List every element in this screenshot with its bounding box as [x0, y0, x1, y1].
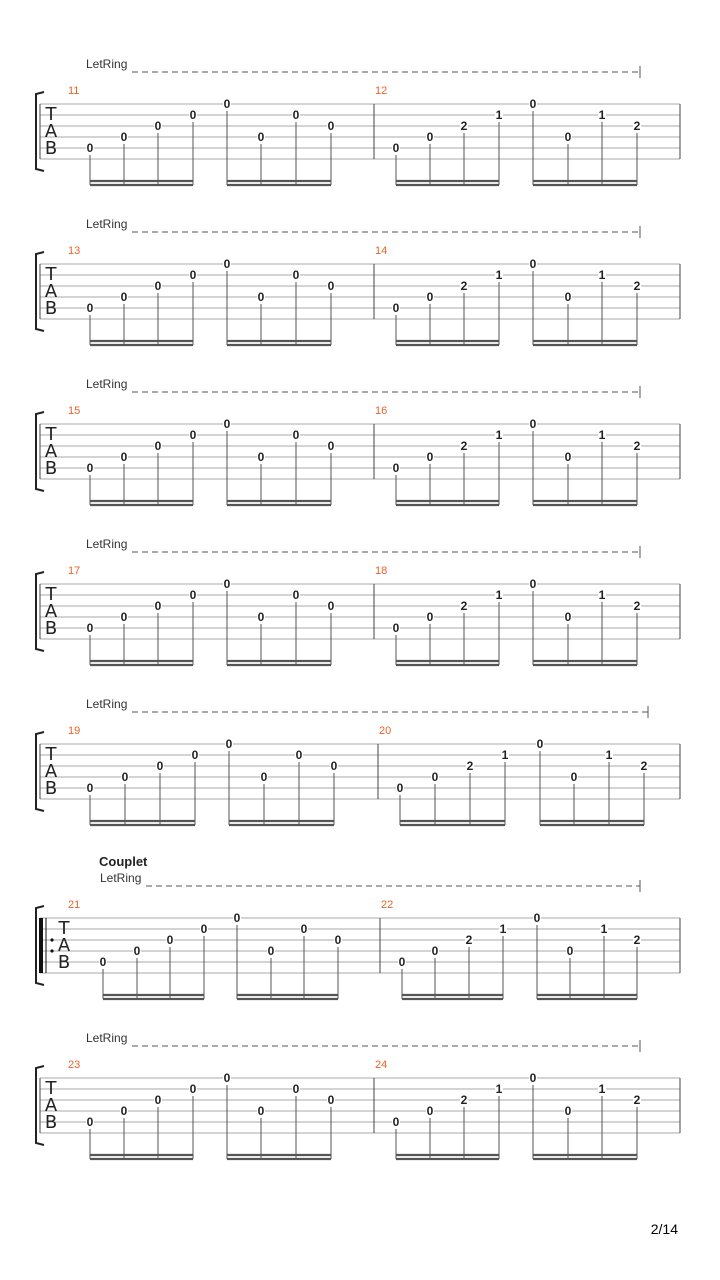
fret-number: 0 — [533, 911, 541, 925]
fret-number: 0 — [156, 759, 164, 773]
fret-number: 1 — [501, 748, 509, 762]
fret-number: 1 — [495, 108, 503, 122]
fret-number: 1 — [600, 922, 608, 936]
fret-number: 0 — [120, 450, 128, 464]
fret-number: 0 — [223, 97, 231, 111]
measure-number: 17 — [68, 565, 81, 577]
let-ring-label: LetRing — [86, 1031, 128, 1045]
tab-clef-letter: T — [45, 744, 57, 765]
fret-number: 1 — [605, 748, 613, 762]
fret-number: 2 — [460, 439, 468, 453]
fret-number: 0 — [529, 97, 537, 111]
fret-number: 0 — [398, 955, 406, 969]
measure-number: 16 — [375, 405, 388, 417]
fret-number: 0 — [529, 577, 537, 591]
fret-number: 0 — [426, 1104, 434, 1118]
fret-number: 0 — [133, 944, 141, 958]
fret-number: 0 — [431, 770, 439, 784]
page-number: 2/14 — [650, 1221, 678, 1237]
tab-clef-letter: T — [45, 1078, 57, 1099]
fret-number: 0 — [189, 268, 197, 282]
fret-number: 2 — [465, 933, 473, 947]
fret-number: 0 — [392, 141, 400, 155]
tab-clef-letter: A — [44, 601, 58, 622]
fret-number: 0 — [327, 599, 335, 613]
fret-number: 0 — [426, 130, 434, 144]
fret-number: 0 — [300, 922, 308, 936]
tab-clef-letter: T — [58, 918, 70, 939]
measure-number: 15 — [68, 405, 81, 417]
measure-number: 13 — [68, 245, 81, 257]
fret-number: 2 — [460, 279, 468, 293]
fret-number: 2 — [460, 599, 468, 613]
let-ring-label: LetRing — [86, 57, 128, 71]
fret-number: 1 — [598, 268, 606, 282]
tab-clef-letter: T — [45, 264, 57, 285]
tab-clef-letter: T — [45, 104, 57, 125]
fret-number: 0 — [426, 610, 434, 624]
tab-clef-letter: B — [44, 778, 58, 799]
fret-number: 0 — [529, 417, 537, 431]
fret-number: 1 — [495, 1082, 503, 1096]
tab-clef-letter: B — [44, 298, 58, 319]
fret-number: 1 — [495, 428, 503, 442]
fret-number: 0 — [86, 781, 94, 795]
measure-number: 19 — [68, 725, 81, 737]
fret-number: 0 — [426, 450, 434, 464]
fret-number: 0 — [223, 417, 231, 431]
fret-number: 0 — [86, 461, 94, 475]
fret-number: 0 — [225, 737, 233, 751]
fret-number: 0 — [86, 621, 94, 635]
fret-number: 0 — [189, 108, 197, 122]
fret-number: 2 — [633, 933, 641, 947]
fret-number: 0 — [200, 922, 208, 936]
fret-number: 0 — [267, 944, 275, 958]
measure-number: 21 — [68, 899, 81, 911]
fret-number: 0 — [392, 461, 400, 475]
fret-number: 0 — [120, 1104, 128, 1118]
fret-number: 1 — [598, 108, 606, 122]
fret-number: 0 — [154, 119, 162, 133]
fret-number: 0 — [570, 770, 578, 784]
fret-number: 0 — [257, 130, 265, 144]
tab-clef-letter: A — [44, 121, 58, 142]
fret-number: 0 — [529, 1071, 537, 1085]
fret-number: 0 — [334, 933, 342, 947]
fret-number: 2 — [466, 759, 474, 773]
fret-number: 0 — [295, 748, 303, 762]
fret-number: 0 — [292, 588, 300, 602]
fret-number: 0 — [330, 759, 338, 773]
fret-number: 1 — [495, 268, 503, 282]
fret-number: 0 — [529, 257, 537, 271]
repeat-dot — [50, 949, 53, 952]
fret-number: 0 — [260, 770, 268, 784]
fret-number: 0 — [257, 1104, 265, 1118]
fret-number: 0 — [120, 290, 128, 304]
fret-number: 0 — [189, 588, 197, 602]
fret-number: 0 — [426, 290, 434, 304]
let-ring-label: LetRing — [86, 377, 128, 391]
tab-clef-letter: A — [44, 281, 58, 302]
fret-number: 0 — [564, 290, 572, 304]
tab-clef-letter: A — [44, 761, 58, 782]
fret-number: 0 — [257, 450, 265, 464]
fret-number: 0 — [154, 599, 162, 613]
tab-clef-letter: T — [45, 584, 57, 605]
tab-clef-letter: A — [57, 935, 71, 956]
fret-number: 0 — [292, 428, 300, 442]
fret-number: 0 — [120, 130, 128, 144]
measure-number: 20 — [379, 725, 392, 737]
fret-number: 0 — [564, 1104, 572, 1118]
fret-number: 0 — [564, 610, 572, 624]
fret-number: 0 — [566, 944, 574, 958]
fret-number: 0 — [191, 748, 199, 762]
fret-number: 0 — [86, 141, 94, 155]
fret-number: 0 — [154, 279, 162, 293]
fret-number: 1 — [598, 1082, 606, 1096]
tab-clef-letter: B — [44, 1112, 58, 1133]
measure-number: 12 — [375, 85, 388, 97]
fret-number: 0 — [166, 933, 174, 947]
fret-number: 0 — [233, 911, 241, 925]
fret-number: 0 — [396, 781, 404, 795]
fret-number: 2 — [633, 599, 641, 613]
measure-number: 22 — [381, 899, 394, 911]
tab-clef-letter: B — [44, 458, 58, 479]
fret-number: 0 — [392, 1115, 400, 1129]
fret-number: 0 — [154, 439, 162, 453]
fret-number: 0 — [292, 1082, 300, 1096]
fret-number: 0 — [189, 1082, 197, 1096]
fret-number: 0 — [99, 955, 107, 969]
fret-number: 0 — [257, 290, 265, 304]
fret-number: 0 — [536, 737, 544, 751]
fret-number: 0 — [327, 439, 335, 453]
section-title: Couplet — [99, 854, 148, 869]
fret-number: 1 — [495, 588, 503, 602]
tab-clef-letter: B — [57, 952, 71, 973]
let-ring-label: LetRing — [86, 217, 128, 231]
fret-number: 0 — [86, 301, 94, 315]
fret-number: 2 — [633, 439, 641, 453]
measure-number: 18 — [375, 565, 388, 577]
fret-number: 0 — [431, 944, 439, 958]
fret-number: 0 — [392, 301, 400, 315]
fret-number: 0 — [223, 257, 231, 271]
fret-number: 0 — [327, 279, 335, 293]
fret-number: 2 — [633, 1093, 641, 1107]
let-ring-label: LetRing — [86, 697, 128, 711]
fret-number: 0 — [223, 1071, 231, 1085]
fret-number: 0 — [292, 108, 300, 122]
fret-number: 0 — [189, 428, 197, 442]
tab-clef-letter: A — [44, 1095, 58, 1116]
fret-number: 0 — [86, 1115, 94, 1129]
fret-number: 1 — [598, 428, 606, 442]
measure-number: 14 — [375, 245, 388, 257]
fret-number: 0 — [327, 1093, 335, 1107]
fret-number: 0 — [392, 621, 400, 635]
fret-number: 0 — [257, 610, 265, 624]
fret-number: 2 — [633, 119, 641, 133]
fret-number: 1 — [499, 922, 507, 936]
measure-number: 23 — [68, 1059, 81, 1071]
fret-number: 0 — [327, 119, 335, 133]
measure-number: 24 — [375, 1059, 388, 1071]
fret-number: 0 — [154, 1093, 162, 1107]
fret-number: 2 — [460, 119, 468, 133]
let-ring-label: LetRing — [100, 871, 142, 885]
fret-number: 0 — [120, 610, 128, 624]
fret-number: 0 — [564, 450, 572, 464]
fret-number: 0 — [223, 577, 231, 591]
fret-number: 0 — [564, 130, 572, 144]
tab-clef-letter: T — [45, 424, 57, 445]
fret-number: 2 — [633, 279, 641, 293]
fret-number: 0 — [121, 770, 129, 784]
fret-number: 2 — [640, 759, 648, 773]
fret-number: 0 — [292, 268, 300, 282]
tab-clef-letter: B — [44, 138, 58, 159]
tab-clef-letter: A — [44, 441, 58, 462]
fret-number: 2 — [460, 1093, 468, 1107]
repeat-dot — [50, 938, 53, 941]
measure-number: 11 — [68, 85, 80, 97]
tab-clef-letter: B — [44, 618, 58, 639]
fret-number: 1 — [598, 588, 606, 602]
let-ring-label: LetRing — [86, 537, 128, 551]
